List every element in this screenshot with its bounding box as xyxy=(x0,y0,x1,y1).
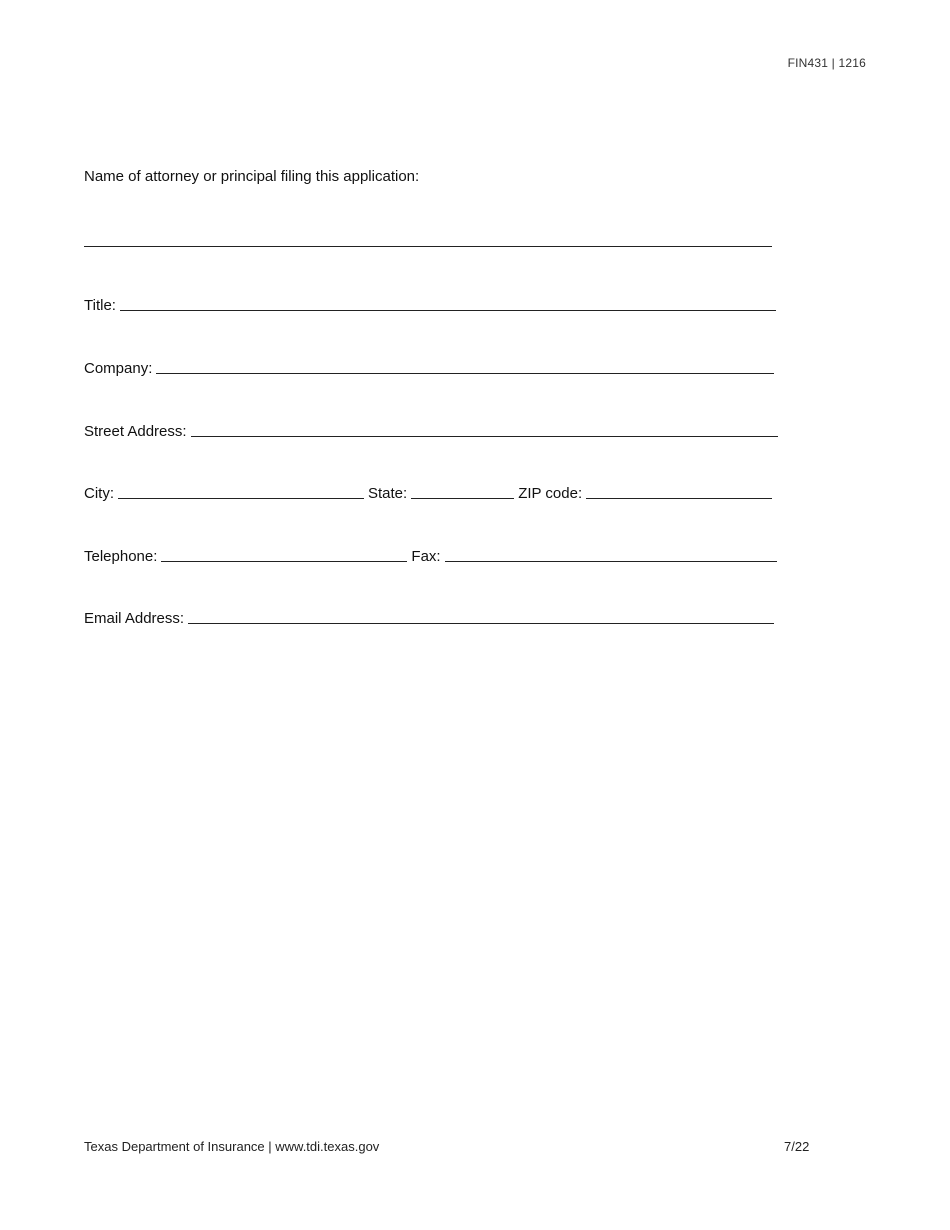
phone-fax-row xyxy=(84,543,777,565)
fax-label: Fax: xyxy=(411,548,441,565)
zip-field-line[interactable] xyxy=(586,497,772,499)
footer-agency: Texas Department of Insurance | www.tdi.texas.gov xyxy=(84,1139,380,1154)
city-field-line[interactable] xyxy=(118,497,364,499)
city-state-zip-row xyxy=(84,480,772,502)
telephone-label: Telephone: xyxy=(84,548,158,565)
title-label: Title: xyxy=(84,297,116,314)
street-address-field-line[interactable] xyxy=(191,435,778,437)
email-row xyxy=(84,605,774,627)
form-code: FIN431 | 1216 xyxy=(787,56,866,70)
name-field-line[interactable] xyxy=(84,246,772,247)
city-label: City: xyxy=(84,485,114,502)
company-label: Company: xyxy=(84,360,153,377)
street-address-label: Street Address: xyxy=(84,423,187,440)
state-field-line[interactable] xyxy=(411,497,514,499)
telephone-field-line[interactable] xyxy=(161,560,407,562)
state-label: State: xyxy=(368,485,408,502)
zip-label: ZIP code: xyxy=(518,485,583,502)
title-row xyxy=(84,292,776,314)
page-number: 7/22 xyxy=(784,1139,810,1154)
company-field-line[interactable] xyxy=(156,372,774,374)
fax-field-line[interactable] xyxy=(445,560,777,562)
street-row xyxy=(84,418,778,440)
intro-text: Name of attorney or principal filing this application: xyxy=(84,168,420,185)
title-field-line[interactable] xyxy=(120,309,776,311)
email-address-field-line[interactable] xyxy=(188,622,774,624)
company-row xyxy=(84,355,774,377)
email-address-label: Email Address: xyxy=(84,610,185,627)
